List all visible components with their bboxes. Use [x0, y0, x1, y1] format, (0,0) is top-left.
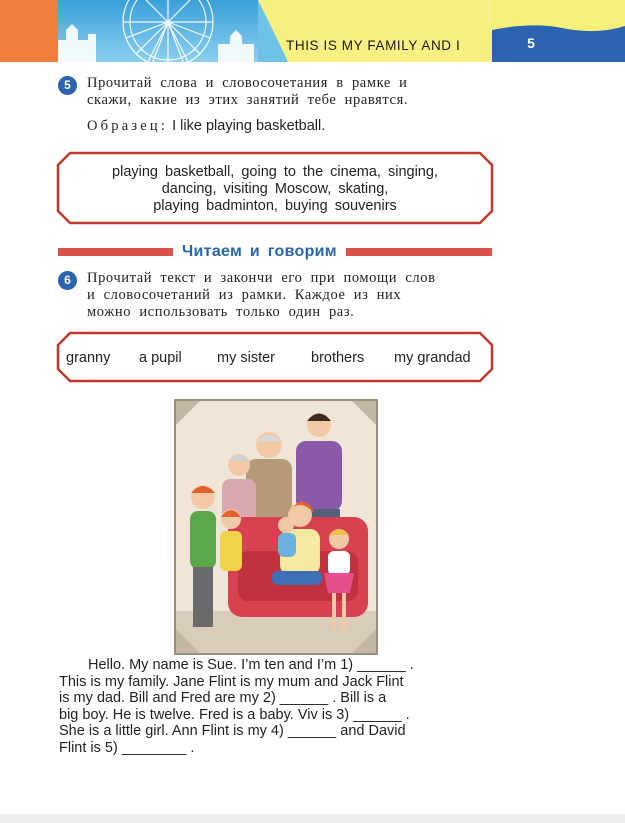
instruction-line: Прочитай текст и закончи его при помощи слов: [87, 270, 436, 286]
family-illustration-icon: [176, 401, 376, 653]
header-title: THIS IS MY FAMILY AND I: [286, 38, 461, 53]
text-line: This is my family. Jane Flint is my mum and Jack Flint: [59, 673, 404, 690]
page-bottom-edge: [0, 814, 625, 823]
exercise5-word-box: [66, 164, 484, 215]
word-box-line: playing badminton, buying souvenirs: [153, 198, 397, 214]
word-my-grandad: my grandad: [394, 350, 471, 366]
exercise-number-badge: 5: [58, 76, 77, 95]
section-title: Читаем и говорим: [173, 243, 346, 261]
sample-line: [87, 118, 325, 135]
word-box-line: dancing, visiting Moscow, skating,: [161, 181, 389, 197]
sample-label: Образец:: [87, 118, 169, 134]
page-number: 5: [527, 35, 535, 51]
text-line: Hello. My name is Sue. I’m ten and I’m 1) ______ .: [88, 657, 414, 673]
family-illustration: [174, 399, 378, 655]
text-line: big boy. He is twelve. Fred is a baby. Viv is 3) ______ .: [59, 706, 410, 723]
page-number-wave-icon: [492, 0, 625, 62]
text-line: is my dad. Bill and Fred are my 2) ______ . Bill is a: [59, 690, 387, 706]
word-brothers: brothers: [311, 350, 365, 366]
exercise6-word-box: [66, 350, 484, 370]
instruction-line: и словосочетаний из рамки. Каждое из них: [87, 287, 402, 303]
instruction-line: скажи, какие из этих занятий тебе нравятся.: [87, 92, 409, 108]
word-granny: granny: [66, 350, 111, 366]
exercise-number-badge: 6: [58, 271, 77, 290]
text-line: Flint is 5) ________ .: [59, 739, 195, 756]
exercise6-instruction: [87, 270, 491, 321]
text-line: She is a little girl. Ann Flint is my 4) ______ and David: [59, 723, 406, 739]
header-orange-block: [0, 0, 58, 62]
word-my-sister: my sister: [217, 350, 275, 366]
instruction-line: Прочитай слова и словосочетания в рамке и: [87, 75, 408, 91]
exercise5-instruction: [87, 75, 491, 109]
header-right-block: [492, 0, 625, 62]
exercise6-text: [59, 657, 491, 756]
sample-text: I like playing basketball.: [172, 118, 326, 134]
instruction-line: можно использовать только один раз.: [87, 304, 355, 320]
word-a-pupil: a pupil: [139, 350, 182, 366]
word-box-line: playing basketball, going to the cinema, singing,: [112, 164, 438, 180]
